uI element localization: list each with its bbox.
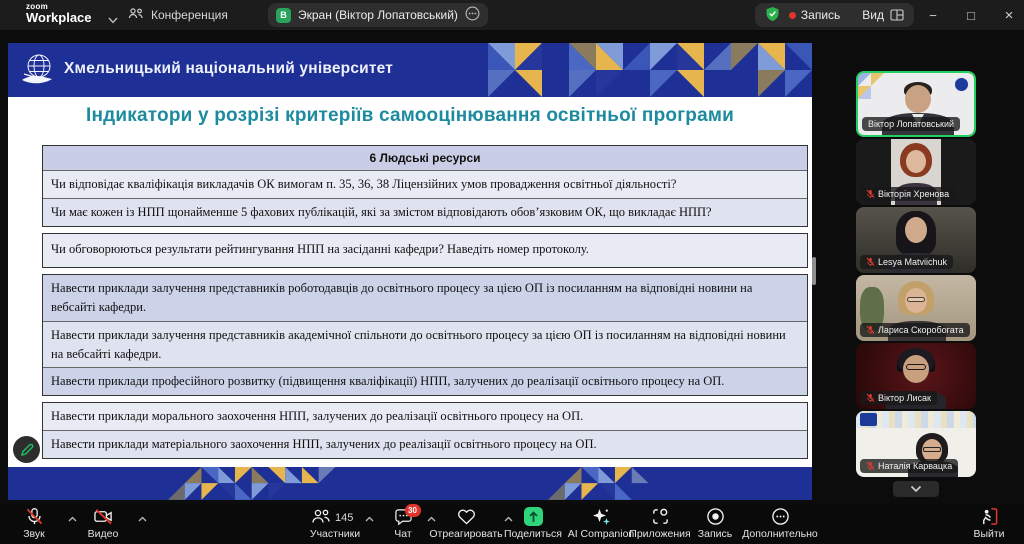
- heart-icon: [457, 507, 476, 526]
- chat-label: Чат: [394, 528, 412, 540]
- university-logo-icon: [954, 77, 969, 92]
- participant-name-label: Наталія Карвацка: [860, 459, 958, 473]
- participant-name-label: Вікторія Хренова: [860, 187, 955, 201]
- muted-mic-icon: [866, 393, 875, 403]
- table-row: Навести приклади морального заохочення НПП, залучених до реалізації освітнього процесу на ОП.: [43, 403, 807, 430]
- slide-scrollbar[interactable]: [812, 257, 816, 285]
- mosaic-corner: [858, 73, 884, 99]
- muted-mic-icon: [866, 461, 875, 471]
- recording-label: Запись: [800, 8, 841, 22]
- ellipsis-circle-icon: [771, 507, 790, 526]
- muted-mic-icon: [866, 325, 875, 335]
- table-row: Чи відповідає кваліфікація викладачів ОК вимогам п. 35, 36, 38 Ліцензійних умов провадження освітньої діяльності?: [43, 170, 807, 198]
- pencil-icon: [20, 443, 34, 457]
- university-logo-icon: [18, 50, 58, 95]
- share-screen-label: Поделиться: [504, 528, 562, 540]
- reactions-button[interactable]: [428, 507, 504, 540]
- table-row: Чи має кожен із НПП щонайменше 5 фахових публікацій, які за змістом відповідають обов’язковим ОК, що викладає НПП?: [43, 198, 807, 226]
- logo-text-bottom: Workplace: [26, 10, 92, 25]
- tab-screen-share[interactable]: [268, 3, 488, 27]
- table-header: 6 Людські ресурси: [43, 146, 807, 170]
- table-row: Навести приклади професійного розвитку (підвищення кваліфікації) НПП, залучених до реалізації освітнього процесу на ОП.: [43, 367, 807, 395]
- zoom-workplace-logo: [26, 3, 92, 24]
- record-label: Запись: [697, 528, 733, 540]
- record-icon: [706, 507, 725, 526]
- participant-name-label: Lesya Matviichuk: [860, 255, 953, 269]
- participant-tile[interactable]: [856, 411, 976, 477]
- window-controls: [926, 0, 1016, 30]
- logo-text-top: zoom: [26, 2, 49, 11]
- recording-indicator[interactable]: [789, 8, 840, 22]
- muted-mic-icon: [866, 189, 875, 199]
- more-options-label: Дополнительно: [742, 528, 818, 540]
- video-button[interactable]: [80, 507, 126, 540]
- apps-label: Приложения: [629, 528, 691, 540]
- slide-title: Індикатори у розрізі критеріїв самооцінювання освітньої програми: [85, 105, 735, 126]
- chat-icon: [394, 506, 417, 526]
- participants-button[interactable]: [303, 507, 367, 540]
- chat-unread-badge: 30: [405, 504, 421, 517]
- participants-label: Участники: [309, 528, 361, 540]
- presentation-slide: [8, 43, 812, 500]
- audio-button[interactable]: [12, 507, 56, 540]
- participants-count: 145: [335, 512, 354, 524]
- audio-options-chevron[interactable]: [68, 513, 77, 525]
- minimize-button[interactable]: −: [929, 7, 937, 23]
- audio-label: Звук: [23, 528, 45, 540]
- chevron-down-icon[interactable]: [108, 11, 118, 29]
- close-button[interactable]: ×: [1004, 6, 1014, 24]
- apps-button[interactable]: [625, 507, 695, 540]
- participants-options-chevron[interactable]: [365, 513, 374, 525]
- tab-meeting-label: Конференция: [151, 8, 228, 22]
- more-options-button[interactable]: [737, 507, 823, 540]
- view-button[interactable]: [862, 8, 904, 22]
- video-label: Видео: [87, 528, 119, 540]
- participant-tile[interactable]: [856, 275, 976, 341]
- apps-icon: [651, 507, 670, 526]
- muted-camera-icon: [93, 507, 114, 526]
- screen-share-badge: B: [276, 8, 291, 23]
- table-row: Навести приклади залучення представників академічної спільноти до освітнього процесу за цією ОП із посиланням на відповідні новини на вебсайті кафедри.: [43, 321, 807, 368]
- ai-companion-label: AI Companion: [567, 528, 635, 540]
- tab-screen-label: Экран (Віктор Лопатовський): [298, 8, 458, 22]
- muted-mic-icon: [866, 257, 875, 267]
- title-bar: [0, 0, 1024, 30]
- muted-mic-icon: [25, 507, 44, 526]
- meeting-status-group: [755, 3, 914, 27]
- university-logo-icon: [860, 413, 877, 426]
- share-screen-button[interactable]: [503, 507, 563, 540]
- leave-door-icon: [979, 507, 999, 526]
- university-name: Хмельницький національний університет: [64, 60, 394, 77]
- mosaic-decoration-header: [488, 43, 812, 102]
- participant-tile[interactable]: [856, 71, 976, 137]
- more-participants-button[interactable]: [893, 481, 939, 497]
- video-options-chevron[interactable]: [138, 513, 147, 525]
- annotate-button[interactable]: [13, 436, 40, 463]
- chevron-down-icon: [910, 485, 922, 493]
- tab-options-icon[interactable]: [465, 6, 480, 24]
- tab-meeting[interactable]: [122, 0, 234, 30]
- participant-tile[interactable]: [856, 343, 976, 409]
- recording-dot-icon: [789, 12, 796, 19]
- record-button[interactable]: [692, 507, 738, 540]
- security-shield-icon[interactable]: [765, 6, 780, 25]
- criteria-table: [42, 145, 808, 459]
- share-screen-icon: [524, 507, 543, 526]
- leave-label: Выйти: [973, 528, 1005, 540]
- table-row: Навести приклади матеріального заохочення НПП, залучених до реалізації освітнього процесу на ОП.: [43, 430, 807, 458]
- chat-button[interactable]: [385, 507, 421, 540]
- shared-screen-stage: [0, 30, 1024, 505]
- participants-group-icon: [128, 7, 144, 23]
- slide-header-band: [8, 43, 812, 97]
- participant-name-label: Віктор Лисак: [860, 391, 937, 405]
- slide-footer-band: [8, 467, 812, 500]
- participant-name-label: Лариса Скоробогата: [860, 323, 970, 337]
- reactions-label: Отреагировать: [429, 528, 503, 540]
- participant-name-label: Віктор Лопатовський: [862, 117, 960, 131]
- participants-icon: [303, 507, 367, 526]
- view-label: Вид: [862, 8, 884, 22]
- maximize-button[interactable]: □: [967, 7, 975, 23]
- participant-tile[interactable]: [856, 139, 976, 205]
- ai-sparkle-icon: [591, 507, 611, 526]
- meeting-toolbar: [0, 505, 1024, 544]
- table-row: Навести приклади залучення представників роботодавців до освітнього процесу за цією ОП із посиланням на відповідні новини на вебсайті кафедри.: [43, 275, 807, 321]
- leave-button[interactable]: [964, 507, 1014, 540]
- layout-icon: [890, 9, 904, 21]
- table-row: Чи обговорюються результати рейтингування НПП на засіданні кафедри? Наведіть номер протоколу.: [43, 234, 807, 268]
- participant-tile[interactable]: [856, 207, 976, 273]
